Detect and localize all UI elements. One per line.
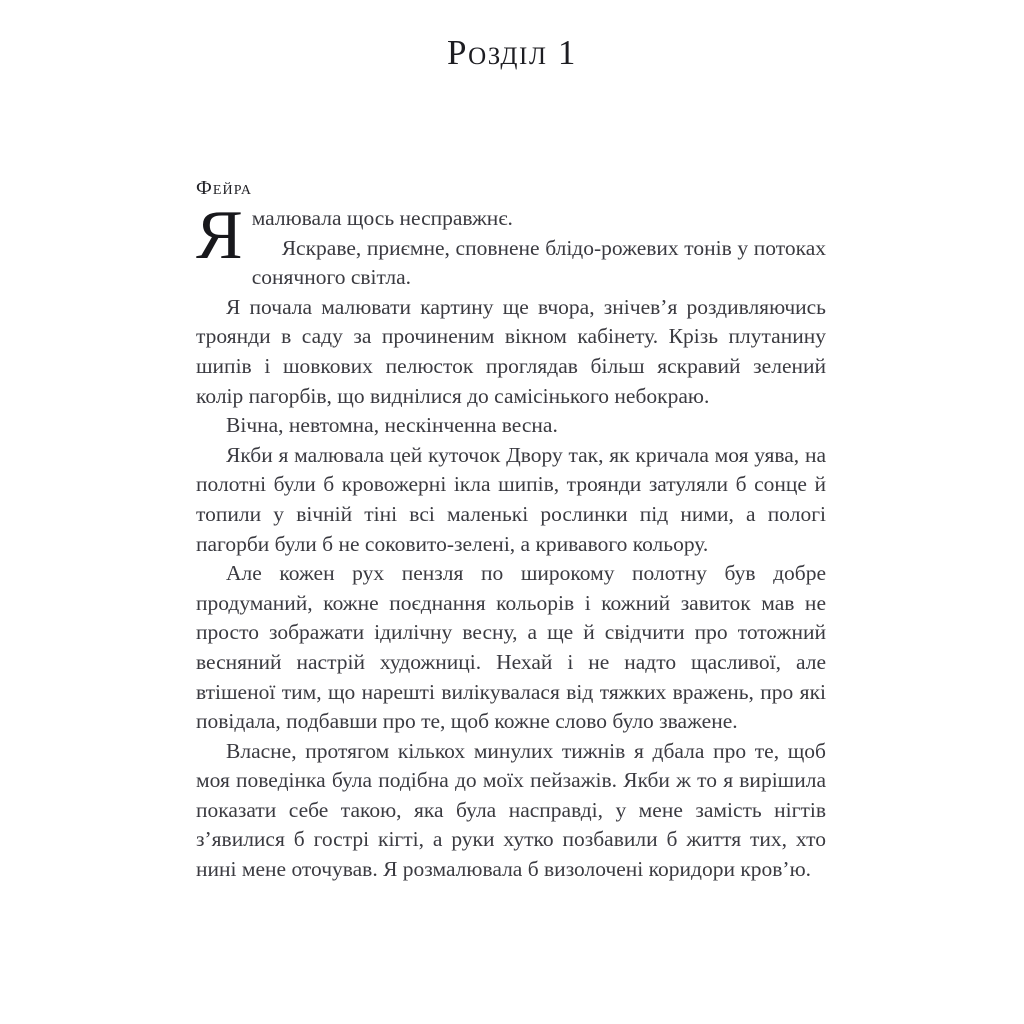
paragraph-5: Якби я малювала цей куточок Двору так, як кричала моя уява, на полотні були б кровожерні ікла шипів, троянди затуляли б сонце й топили у вічній тіні всі маленькі рослинки під ними, а пологі пагорби були б не соковито-зелені, а кривавого кольору. [196,442,826,556]
pov-character-heading: Фейра [196,176,253,199]
drop-cap-letter: Я [196,197,243,274]
page-title: Розділ 1 [447,33,577,73]
paragraph-3: Я почала малювати картину ще вчора, знічев’я роздивляючись троянди в саду за прочиненим вікном кабінету. Крізь плутанину шипів і шовкових пелюсток проглядав більш яскравий зелений колір пагорбів, що виднілися до самісінького небокраю. [196,294,826,408]
paragraph-4: Вічна, невтомна, нескінченна весна. [226,413,558,438]
paragraph-1-text: малювала щось несправжнє. [251,206,513,230]
body-text-block [196,197,826,885]
paragraph-6: Але кожен рух пензля по широкому полотну був добре продуманий, кожне поєднання кольорів і кожний завиток мав не просто зображати ідилічну весну, а ще й свідчити про тотожний весняний настрій художниці. Нехай і не надто щасливої, але втішеної тим, що нарешті вилікувалася від тяжких вражень, про які повідала, подбавши про те, щоб кожне слово було зважене. [196,561,826,734]
paragraph-2: Яскраве, приємне, сповнене блідо-рожевих тонів у потоках сонячного світла. [251,235,826,290]
paragraph-7: Власне, протягом кількох минулих тижнів я дбала про те, щоб моя поведінка була подібна до моїх пейзажів. Якби ж то я вирішила показати себе такою, яка була насправді, у мене замість нігтів з’явилися б гострі кігті, а руки хутко позбавили б життя тих, хто нині мене оточував. Я розмалювала б визолочені коридори кров’ю. [196,738,826,882]
